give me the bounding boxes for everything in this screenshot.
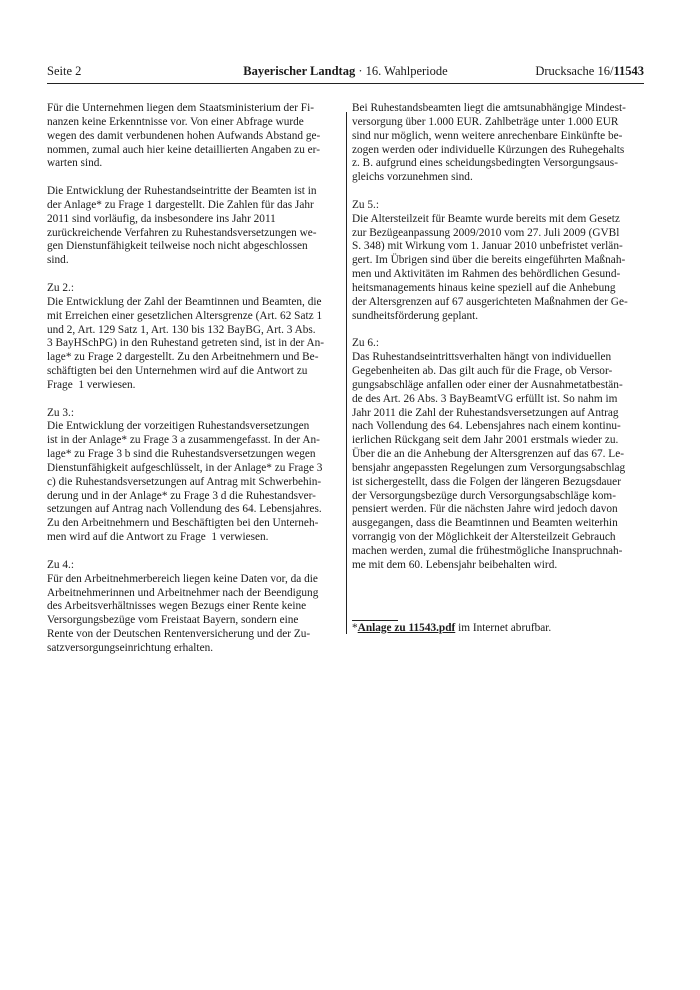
section-zu-6: Zu 6.: Das Ruhestandseintrittsverhalten hängt von individuellen Gegebenheiten ab. Das gilt auch für die Frage, ob Versor- gungsabschläge anfallen oder einer der Ausnahmetatbestän- de des Art. 26 Abs. 3 BayBeamtVG erfüllt ist. So nahm im Jahr 2011 die Zahl der Ruhestandsversetzungen auf Antrag nach Vollendung des 64. Lebensjahres nach einem kontinu- ierlichen Rückgang seit dem Jahr 2001 erstmals wieder zu. Über die an die Anhebung der Altersgrenzen auf das 67. Le- bensjahr angepassten Regelungen zum Versorgungsabschlag ist sichergestellt, dass die Folgen der längeren Bezugsdauer der Versorgungsbezüge durch Versorgungsabschläge kom- pensiert werden. Für die nächsten Jahre wird jedoch davon ausgegangen, dass die Beamtinnen und Beamten weiterhin vorrangig von der Möglichkeit der Altersteilzeit Gebrauch machen werden, zumal die frühestmögliche Inanspruchnah- me mit dem 60. Lebensjahr beibehalten wird. <box>352 337 626 571</box>
paragraph: Die Entwicklung der Ruhestandseintritte der Beamten ist in der Anlage* zu Frage 1 dargestellt. Die Zahlen für das Jahr 2011 sind vorläufig, da insbesondere ins Jahr 2011 zurückreichende Verfahren zu Ruhestandsversetzungen we- gen Dienstunfähigkeit teilweise noch nicht abgeschlossen sind. <box>47 185 317 267</box>
section-zu-5: Zu 5.: Die Altersteilzeit für Beamte wurde bereits mit dem Gesetz zur Bezügeanpassung 2009/2010 vom 27. Juli 2009 (GVBl S. 348) mit Wirkung vom 1. Januar 2010 unbefristet verlän- gert. Im Übrigen sind über die bereits eingeführten Maßnah- men und Aktivitäten im Rahmen des behördlichen Gesund- heitsmanagements hinaus keine speziell auf die Anhebung der Altersgrenzen auf 67 ausgerichteten Maßnahmen der Ge- sundheitsförderung geplant. <box>352 198 628 322</box>
page-number: Seite 2 <box>47 64 82 78</box>
document-label: Drucksache 16/ <box>535 64 614 78</box>
publisher-name: Bayerischer Landtag <box>243 64 356 78</box>
section-zu-2: Zu 2.: Die Entwicklung der Zahl der Beamtinnen und Beamten, die mit Erreichen einer gesetzlichen Altersgrenze (Art. 62 Satz 1 und 2, Art. 129 Satz 1, Art. 130 bis 132 BayBG, Art. 3 Abs. 3 BayHSchPG) in den Ruhestand getreten sind, ist in der An- lage* zu Frage 2 dargestellt. Zu den Arbeitnehmern und Be- schäftigten bei den Unternehmen wird auf die Antwort zu Frage 1 verwiesen. <box>47 281 325 391</box>
attachment-link[interactable]: Anlage zu 11543.pdf <box>357 622 456 634</box>
footnote <box>352 622 551 636</box>
legislative-period: 16. Wahlperiode <box>365 64 448 78</box>
header-rule <box>47 83 644 84</box>
footnote-marker: * <box>352 622 358 634</box>
section-zu-4: Zu 4.: Für den Arbeitnehmerbereich liegen keine Daten vor, da die Arbeitnehmerinnen und Arbeitnehmer nach der Beendigung des Arbeitsverhältnisses wegen Bezugs einer Rente keine Versorgungsbezüge vom Freistaat Bayern, sondern eine Rente von der Deutschen Rentenversicherung und der Zu- satzversorgungseinrichtung erhalten. <box>47 558 319 654</box>
column-divider <box>346 112 347 634</box>
paragraph: Für die Unternehmen liegen dem Staatsministerium der Fi- nanzen keine Erkenntnisse vor. Von einer Abfrage wurde wegen des damit verbundenen hohen Aufwands Abstand ge- nommen, zumal auch hier keine detaillierten Angaben zu er- warten sind. <box>47 102 321 170</box>
document-number-value: 11543 <box>613 64 644 78</box>
right-column <box>352 102 641 573</box>
section-zu-3: Zu 3.: Die Entwicklung der vorzeitigen Ruhestandsversetzungen ist in der Anlage* zu Frage 3 a zusammengefasst. In der An- lage* zu Frage 3 b sind die Ruhestandsversetzungen wegen Dienstunfähigkeit aufgeschlüsselt, in der Anlage* zu Frage 3 c) die Ruhestandsversetzungen auf Antrag mit Schwerbehin- derung und in der Anlage* zu Frage 3 d die Ruhestandsver- setzungen auf Antrag nach Vollendung des 64. Lebensjahres. Zu den Arbeitnehmern und Beschäftigten bei den Unterneh- men wird auf die Antwort zu Frage 1 verwiesen. <box>47 406 323 544</box>
paragraph: Bei Ruhestandsbeamten liegt die amtsunabhängige Mindest- versorgung über 1.000 EUR. Zahlbeträge unter 1.000 EUR sind nur möglich, wenn weitere anrechenbare Einkünfte be- zogen werden oder individuelle Kürzungen des Ruhegehalts z. B. aufgrund eines scheidungsbedingten Versorgungsaus- gleichs vorzunehmen sind. <box>352 102 626 184</box>
header-separator: · <box>358 64 363 78</box>
document-number <box>535 63 644 79</box>
page-header <box>47 63 644 79</box>
footnote-text: im Internet abrufbar. <box>455 622 552 634</box>
left-column <box>47 102 336 656</box>
footnote-rule <box>352 620 398 621</box>
